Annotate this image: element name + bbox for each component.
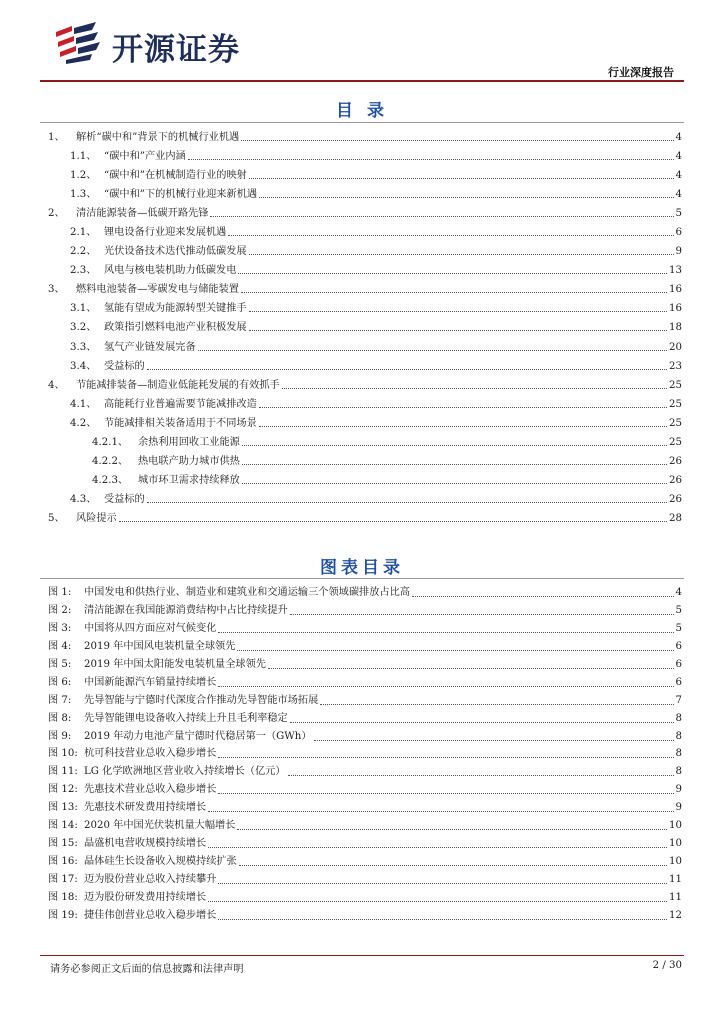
figure-entry-text: 捷佳伟创营业总收入稳步增长 xyxy=(84,909,217,921)
figure-entry-page: 11 xyxy=(669,891,682,903)
toc-entry-page: 26 xyxy=(669,455,682,467)
toc-entry-text: “碳中和”产业内涵 xyxy=(104,151,186,163)
dot-leader xyxy=(249,254,674,255)
toc-entry[interactable] xyxy=(0,414,724,433)
toc-entry-number: 4.2、 xyxy=(70,417,97,429)
dot-leader xyxy=(259,426,667,427)
figure-entry-text: 先导智能锂电设备收入持续上升且毛利率稳定 xyxy=(84,712,288,724)
toc-entry-page: 18 xyxy=(669,322,682,334)
figure-entry-text: LG 化学欧洲地区营业收入持续增长（亿元） xyxy=(84,766,286,778)
toc-entry-number: 2、 xyxy=(48,208,65,220)
figure-entry-text: 先导智能与宁德时代深度合作推动先导智能市场拓展 xyxy=(84,694,319,706)
toc-entry-page: 16 xyxy=(669,284,682,296)
toc-entry-page: 25 xyxy=(669,417,682,429)
dot-leader xyxy=(242,445,667,446)
figure-entry-page: 9 xyxy=(675,784,682,796)
figure-entry-text: 中国发电和供热行业、制造业和建筑业和交通运输三个领域碳排放占比高 xyxy=(84,587,410,598)
figure-entry[interactable] xyxy=(0,799,724,817)
figure-entry-text: 2019 年中国风电装机量全球领先 xyxy=(84,640,236,652)
toc-entry-number: 4.2.3、 xyxy=(92,474,129,486)
figure-entry[interactable] xyxy=(0,781,724,799)
toc-entry-text: 节能减排装备—制造业低能耗发展的有效抓手 xyxy=(76,379,280,391)
figure-entry-number: 图 19: xyxy=(48,909,78,921)
dot-leader xyxy=(320,704,674,705)
figure-entry[interactable] xyxy=(0,656,724,674)
dot-leader xyxy=(210,216,674,217)
toc-entry-number: 4.1、 xyxy=(70,398,97,410)
dot-leader xyxy=(290,614,674,615)
kaiyuan-logo-icon xyxy=(52,22,102,64)
page-indicator: 2 / 30 xyxy=(652,960,682,971)
figure-entry[interactable] xyxy=(0,907,724,925)
figure-entry-number: 图 1: xyxy=(48,587,72,598)
figure-entry-text: 2019 年中国太阳能发电装机量全球领先 xyxy=(84,658,266,670)
figure-entry-text: 先惠技术营业总收入稳步增长 xyxy=(84,784,217,796)
figure-entry-text: 中国将从四方面应对气候变化 xyxy=(84,622,217,634)
figure-entry-text: 晶盛机电营收规模持续增长 xyxy=(84,838,207,850)
toc-list xyxy=(0,128,724,528)
figure-entry-number: 图 10: xyxy=(48,748,78,760)
toc-entry-text: 清洁能源装备—低碳开路先锋 xyxy=(76,208,209,220)
toc-entry-text: 高能耗行业普遍需要节能减排改造 xyxy=(104,398,257,410)
toc-entry[interactable] xyxy=(0,471,724,490)
figure-entry[interactable] xyxy=(0,853,724,871)
toc-entry-text: 余热利用回收工业能源 xyxy=(138,436,240,448)
dot-leader xyxy=(119,521,667,522)
toc-entry-page: 5 xyxy=(675,208,682,220)
figure-entry-number: 图 16: xyxy=(48,856,78,868)
toc-entry-number: 1.2、 xyxy=(70,170,97,182)
dot-leader xyxy=(282,388,667,389)
toc-entry[interactable] xyxy=(0,338,724,357)
figure-entry-page: 12 xyxy=(669,909,682,921)
dot-leader xyxy=(290,722,674,723)
dot-leader xyxy=(259,197,674,198)
dot-leader xyxy=(241,140,674,141)
toc-entry[interactable] xyxy=(0,223,724,242)
toc-entry[interactable] xyxy=(0,299,724,318)
toc-entry[interactable] xyxy=(0,357,724,376)
figure-entry-text: 先惠技术研发费用持续增长 xyxy=(84,802,207,814)
toc-entry[interactable] xyxy=(0,376,724,395)
footer-divider xyxy=(40,955,684,956)
toc-entry-text: “碳中和”下的机械行业迎来新机遇 xyxy=(104,189,258,201)
dot-leader xyxy=(241,292,667,293)
dot-leader xyxy=(237,650,674,651)
figure-entry-page: 10 xyxy=(669,820,682,832)
dot-leader xyxy=(198,350,667,351)
toc-entry-number: 4、 xyxy=(48,379,65,391)
figure-entry-page: 5 xyxy=(675,604,682,616)
toc-entry-page: 25 xyxy=(669,398,682,410)
dot-leader xyxy=(242,483,667,484)
header-divider xyxy=(40,80,684,82)
footer-disclaimer: 请务必参阅正文后面的信息披露和法律声明 xyxy=(50,964,244,975)
toc-entry-page: 25 xyxy=(669,436,682,448)
dot-leader xyxy=(218,919,667,920)
toc-entry-number: 4.2.1、 xyxy=(92,436,129,448)
figure-entry-number: 图 18: xyxy=(48,891,78,903)
figure-entry-page: 9 xyxy=(675,802,682,814)
dot-leader xyxy=(249,178,674,179)
toc-entry[interactable] xyxy=(0,395,724,414)
dot-leader xyxy=(218,686,674,687)
dot-leader xyxy=(249,311,667,312)
figure-entry-number: 图 15: xyxy=(48,838,78,850)
figure-entry-text: 2020 年中国光伏装机量大幅增长 xyxy=(84,820,236,832)
toc-entry[interactable] xyxy=(0,433,724,452)
figure-entry-page: 8 xyxy=(675,730,682,742)
toc-entry-text: 政策指引燃料电池产业积极发展 xyxy=(104,322,247,334)
figure-entry[interactable] xyxy=(0,817,724,835)
toc-entry[interactable] xyxy=(0,185,724,204)
figure-entry-number: 图 17: xyxy=(48,874,78,885)
dot-leader xyxy=(228,235,674,236)
toc-entry-number: 3.2、 xyxy=(70,322,97,334)
brand-logo xyxy=(52,22,292,68)
toc-entry-text: 解析“碳中和”背景下的机械行业机遇 xyxy=(76,132,240,143)
toc-entry-text: “碳中和”在机械制造行业的映射 xyxy=(104,170,247,182)
figure-entry-number: 图 5: xyxy=(48,658,72,670)
figure-entry-page: 8 xyxy=(675,748,682,760)
figure-entry-text: 中国新能源汽车销量持续增长 xyxy=(84,676,217,688)
toc-entry-number: 3.3、 xyxy=(70,341,97,353)
dot-leader xyxy=(147,369,667,370)
figure-entry-page: 4 xyxy=(675,587,682,598)
figure-entry[interactable] xyxy=(0,835,724,853)
figure-entry-text: 迈为股份研发费用持续增长 xyxy=(84,891,207,903)
toc-entry-page: 4 xyxy=(675,132,682,143)
toc-entry-number: 3.4、 xyxy=(70,360,97,372)
dot-leader xyxy=(238,273,667,274)
figure-entry-number: 图 8: xyxy=(48,712,72,724)
toc-entry[interactable] xyxy=(0,128,724,147)
toc-entry[interactable] xyxy=(0,280,724,299)
toc-entry-number: 4.2.2、 xyxy=(92,455,129,467)
dot-leader xyxy=(218,883,667,884)
toc-entry-page: 6 xyxy=(675,227,682,239)
toc-entry-text: 风电与核电装机助力低碳发电 xyxy=(104,265,237,277)
figure-entry[interactable] xyxy=(0,584,724,602)
toc-entry-number: 5、 xyxy=(48,512,65,524)
toc-entry-number: 2.3、 xyxy=(70,265,97,277)
dot-leader xyxy=(314,740,674,741)
toc-entry-text: 受益标的 xyxy=(104,360,145,372)
toc-entry-page: 4 xyxy=(675,170,682,182)
figure-entry-page: 8 xyxy=(675,712,682,724)
figure-entry[interactable] xyxy=(0,692,724,710)
toc-entry-text: 燃料电池装备—零碳发电与储能装置 xyxy=(76,284,239,296)
figure-entry[interactable] xyxy=(0,602,724,620)
logo-text: 开源证券 xyxy=(112,32,240,68)
dot-leader xyxy=(268,668,674,669)
toc-entry-text: 氢气产业链发展完备 xyxy=(104,341,196,353)
toc-entry-text: 城市环卫需求持续释放 xyxy=(138,474,240,486)
figure-entry[interactable] xyxy=(0,763,724,781)
dot-leader xyxy=(208,847,667,848)
figures-list xyxy=(0,584,724,925)
figure-entry-number: 图 7: xyxy=(48,694,72,706)
toc-entry-number: 1.1、 xyxy=(70,151,97,163)
toc-entry-text: 受益标的 xyxy=(104,493,145,505)
figure-entry[interactable] xyxy=(0,620,724,638)
toc-entry[interactable] xyxy=(0,147,724,166)
dot-leader xyxy=(239,865,667,866)
toc-entry-page: 9 xyxy=(675,246,682,258)
dot-leader xyxy=(249,330,667,331)
toc-entry-text: 节能减排相关装备适用于不同场景 xyxy=(104,417,257,429)
figure-entry-page: 7 xyxy=(675,694,682,706)
toc-entry-text: 风险提示 xyxy=(76,512,117,524)
dot-leader xyxy=(218,793,674,794)
toc-entry-page: 20 xyxy=(669,341,682,353)
figure-entry-page: 6 xyxy=(675,676,682,688)
report-type-label: 行业深度报告 xyxy=(608,66,674,79)
figures-title-divider xyxy=(40,578,684,579)
toc-entry-number: 1、 xyxy=(48,132,65,143)
figure-entry[interactable] xyxy=(0,674,724,692)
toc-entry-page: 28 xyxy=(669,512,682,524)
figure-entry-page: 6 xyxy=(675,658,682,670)
toc-entry-page: 26 xyxy=(669,474,682,486)
toc-entry[interactable] xyxy=(0,490,724,509)
figure-entry-number: 图 4: xyxy=(48,640,72,652)
figure-entry-number: 图 6: xyxy=(48,676,72,688)
dot-leader xyxy=(237,829,667,830)
figure-entry-number: 图 9: xyxy=(48,730,72,742)
dot-leader xyxy=(147,502,667,503)
figure-entry-page: 5 xyxy=(675,622,682,634)
figures-title: 图表目录 xyxy=(320,558,404,578)
figure-entry-number: 图 14: xyxy=(48,820,78,832)
toc-entry[interactable] xyxy=(0,166,724,185)
figure-entry-text: 清洁能源在我国能源消费结构中占比持续提升 xyxy=(84,604,288,616)
toc-entry-page: 25 xyxy=(669,379,682,391)
toc-entry-page: 23 xyxy=(669,360,682,372)
toc-entry-text: 热电联产助力城市供热 xyxy=(138,455,240,467)
toc-entry-number: 3、 xyxy=(48,284,65,296)
figure-entry-page: 8 xyxy=(675,766,682,778)
figure-entry-number: 图 11: xyxy=(48,766,78,778)
figure-entry[interactable] xyxy=(0,638,724,656)
dot-leader xyxy=(218,632,674,633)
figure-entry-number: 图 12: xyxy=(48,784,78,796)
dot-leader xyxy=(188,159,674,160)
figure-entry-page: 6 xyxy=(675,640,682,652)
figure-entry[interactable] xyxy=(0,871,724,889)
toc-entry-text: 锂电设备行业迎来发展机遇 xyxy=(104,227,227,239)
toc-entry-number: 1.3、 xyxy=(70,189,97,201)
dot-leader xyxy=(288,775,674,776)
figure-entry-page: 11 xyxy=(669,874,682,885)
figure-entry[interactable] xyxy=(0,710,724,728)
toc-entry[interactable] xyxy=(0,242,724,261)
dot-leader xyxy=(259,407,667,408)
figure-entry-text: 晶体硅生长设备收入规模持续扩张 xyxy=(84,856,237,868)
toc-entry[interactable] xyxy=(0,509,724,528)
toc-entry-page: 4 xyxy=(675,151,682,163)
toc-entry-text: 氢能有望成为能源转型关键推手 xyxy=(104,303,247,315)
figure-entry-text: 2019 年动力电池产量宁德时代稳居第一（GWh） xyxy=(84,730,312,742)
toc-entry-page: 13 xyxy=(669,265,682,277)
toc-entry[interactable] xyxy=(0,204,724,223)
figure-entry-number: 图 3: xyxy=(48,622,72,634)
figure-entry-text: 杭可科技营业总收入稳步增长 xyxy=(84,748,217,760)
dot-leader xyxy=(218,757,674,758)
figure-entry-page: 10 xyxy=(669,856,682,868)
toc-title-divider xyxy=(40,122,684,123)
toc-entry-number: 2.2、 xyxy=(70,246,97,258)
figure-entry[interactable] xyxy=(0,728,724,746)
toc-entry-number: 2.1、 xyxy=(70,227,97,239)
toc-entry[interactable] xyxy=(0,452,724,471)
figure-entry-text: 迈为股份营业总收入持续攀升 xyxy=(84,874,217,885)
toc-entry-text: 光伏设备技术迭代推动低碳发展 xyxy=(104,246,247,258)
dot-leader xyxy=(208,901,667,902)
figure-entry-page: 10 xyxy=(669,838,682,850)
toc-title: 目 录 xyxy=(336,101,388,121)
toc-entry-page: 16 xyxy=(669,303,682,315)
toc-entry-number: 3.1、 xyxy=(70,303,97,315)
figure-entry-number: 图 13: xyxy=(48,802,78,814)
dot-leader xyxy=(242,464,667,465)
toc-entry-page: 4 xyxy=(675,189,682,201)
toc-entry[interactable] xyxy=(0,318,724,337)
figure-entry[interactable] xyxy=(0,889,724,907)
figure-entry-number: 图 2: xyxy=(48,604,72,616)
toc-entry[interactable] xyxy=(0,261,724,280)
dot-leader xyxy=(412,596,674,597)
dot-leader xyxy=(208,811,674,812)
toc-entry-page: 26 xyxy=(669,493,682,505)
figure-entry[interactable] xyxy=(0,745,724,763)
toc-entry-number: 4.3、 xyxy=(70,493,97,505)
